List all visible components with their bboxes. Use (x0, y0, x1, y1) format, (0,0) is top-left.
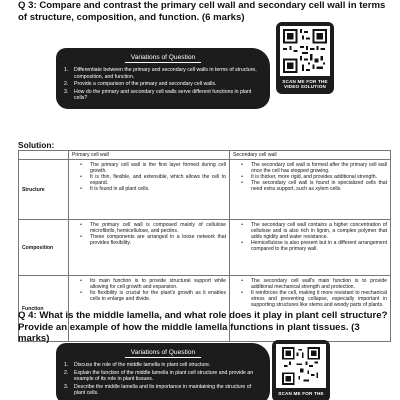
variation-item: 3. Describe the middle lamella and its importance in maintaining the structure of plant cells. (64, 383, 252, 397)
list-item: • The primary cell wall is composed mainly of cellulose microfibrils, hemicellulose, and pectins. (80, 222, 226, 235)
list-item: • Its flexibility is crucial for the plant's growth as it enables cells to enlarge and divide. (80, 290, 226, 303)
list-item: • These components are arranged in a loose network that provides flexibility. (80, 234, 226, 247)
list-item: • It reinforces the cell, making it more resistant to mechanical stress and preventing collapse, especially important in supporting structures like stems and woody parts of plants. (241, 290, 387, 309)
list-item: • Its main function is to provide structural support while allowing for cell growth and expansion. (80, 278, 226, 291)
list-item: • Hemicellulose is also present but in a different arrangement compared to the primary wall. (241, 240, 387, 253)
table-row (19, 220, 391, 276)
q4-variations-list (64, 362, 262, 397)
list-item: • It is thicker, more rigid, and provides additional strength. (241, 174, 377, 181)
variation-item: 1. Differentiate between the primary and secondary cell walls in terms of structure, composition, and function. (64, 67, 257, 80)
qr-code-icon[interactable] (280, 26, 330, 76)
variation-item: 2. Explain the function of the middle lamella in plant cell structure and provide an example of its role in plant tissues. (64, 369, 254, 383)
q4-video-qr[interactable] (272, 340, 330, 400)
list-item: • It is found in all plant cells. (80, 186, 150, 193)
q3-video-qr[interactable] (276, 22, 334, 94)
row-label: Structure (19, 160, 69, 220)
list-item: • The secondary cell wall is formed after the primary cell wall once the cell has stopped growing. (241, 162, 387, 175)
table-row (19, 160, 391, 220)
table-header-cell (19, 151, 69, 160)
list-item: • The secondary cell wall is found in specialized cells that need extra support, such as xylem cells. (241, 180, 387, 193)
q3-variations-list (64, 67, 262, 102)
qr-caption: SCAN ME FOR THE (278, 391, 324, 396)
list-item: • The secondary cell wall's main function is to provide additional mechanical strength and protection. (241, 278, 387, 291)
variation-item: 2. Provide a comparison of the primary and secondary cell walls. (64, 81, 217, 88)
q3-title: Q 3: Compare and contrast the primary cell wall and secondary cell wall in terms of structure, composition, and function. (6 marks) (18, 0, 386, 23)
q3-variations-box (56, 48, 270, 109)
q4-title: Q 4: What is the middle lamella, and what role does it play in plant cell structure? Provide an example of how the middle lamella functions in plant tissues. (3 marks) (18, 310, 388, 344)
table-header-cell: Secondary cell wall (230, 151, 391, 160)
table-header-row (19, 151, 391, 160)
list-item: • It is thin, flexible, and extensible, which allows the cell to expand. (80, 174, 226, 187)
list-item: • The secondary cell wall contains a higher concentration of cellulose and is also rich in lignin, a complex polymer that adds rigidity and water resistance. (241, 222, 387, 241)
row-label: Composition (19, 220, 69, 276)
variation-item: 1. Discuss the role of the middle lamella in plant cell structure. (64, 362, 211, 368)
q4-variations-box (56, 343, 270, 400)
qr-caption: SCAN ME FOR THE VIDEO SOLUTION (282, 79, 328, 90)
row-label: Function (19, 276, 69, 342)
list-item: • The primary cell wall is the first layer formed during cell growth. (80, 162, 226, 175)
qr-code-icon[interactable] (276, 344, 326, 388)
q3-variations-title: Variations of Question (125, 54, 201, 63)
solution-label: Solution: (18, 140, 55, 150)
table-header-cell: Primary cell wall (69, 151, 230, 160)
variation-item: 3. How do the primary and secondary cell walls serve different functions in plant cells? (64, 88, 252, 102)
q4-variations-title: Variations of Question (125, 349, 201, 358)
